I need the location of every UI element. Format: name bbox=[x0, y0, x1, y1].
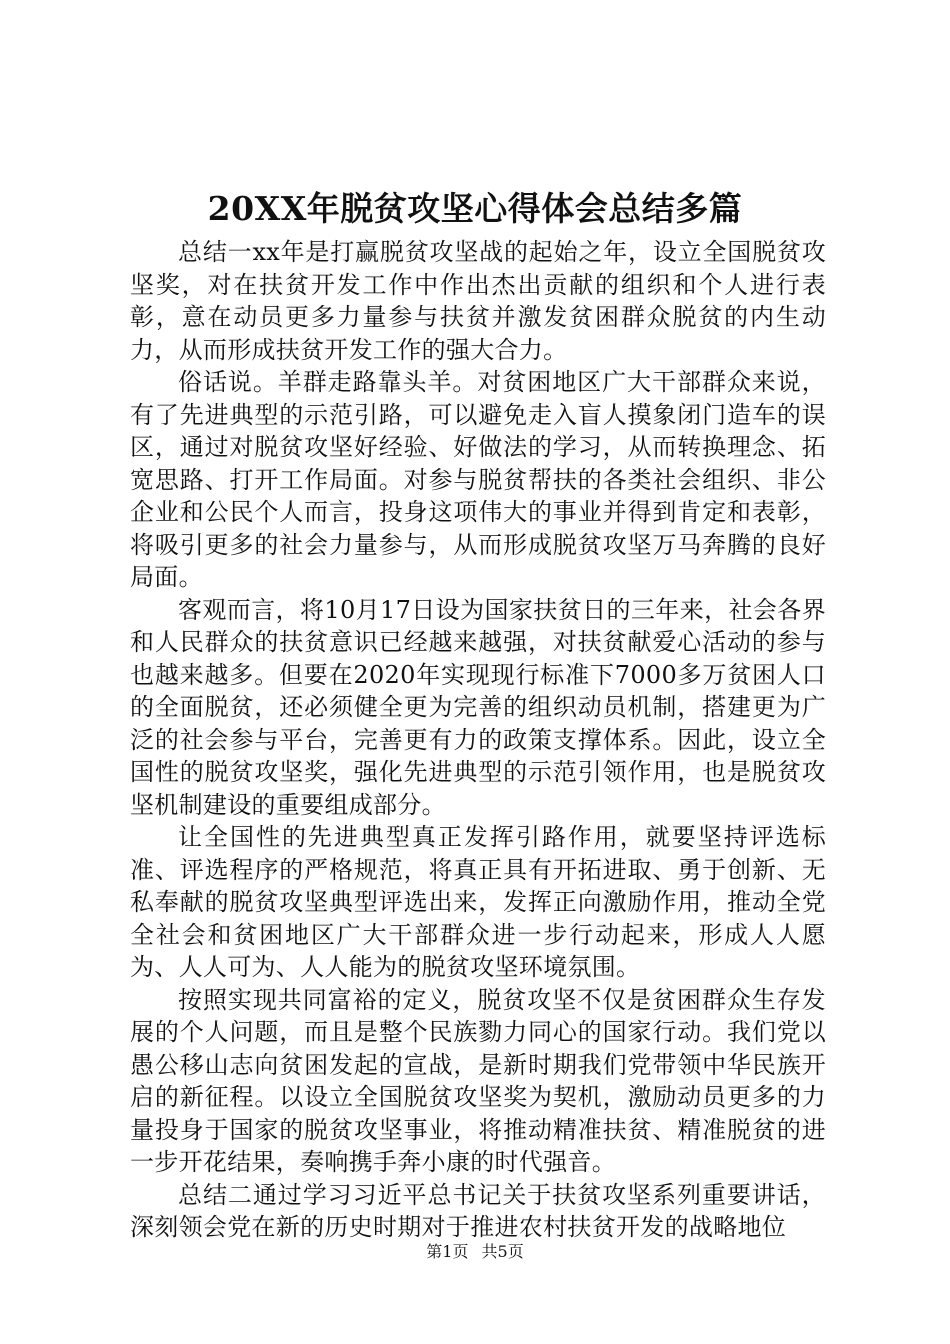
page-total: 共5页 bbox=[481, 1242, 524, 1261]
document-title: 20XX年脱贫攻坚心得体会总结多篇 bbox=[207, 189, 743, 228]
paragraph: 客观而言，将10月17日设为国家扶贫日的三年来，社会各界和人民群众的扶贫意识已经越来越强，对扶贫献爱心活动的参与也越来越多。但要在2020年实现现行标准下7000多万贫困人口的全面脱贫，还必须健全更为完善的组织动员机制，搭建更为广泛的社会参与平台，完善更有力的政策支撑体系。因此，设立全国性的脱贫攻坚奖，强化先进典型的示范引领作用，也是脱贫攻坚机制建设的重要组成部分。 bbox=[130, 595, 826, 819]
page-footer bbox=[0, 1240, 950, 1264]
paragraph: 让全国性的先进典型真正发挥引路作用，就要坚持评选标准、评选程序的严格规范，将真正具有开拓进取、勇于创新、无私奉献的脱贫攻坚典型评选出来，发挥正向激励作用，推动全党全社会和贫困地区广大干部群众进一步行动起来，形成人人愿为、人人可为、人人能为的脱贫攻坚环境氛围。 bbox=[130, 823, 826, 981]
document-body bbox=[130, 236, 826, 1244]
paragraph: 总结一xx年是打赢脱贫攻坚战的起始之年，设立全国脱贫攻坚奖，对在扶贫开发工作中作出杰出贡献的组织和个人进行表彰，意在动员更多力量参与扶贫并激发贫困群众脱贫的内生动力，从而形成扶贫开发工作的强大合力。 bbox=[130, 238, 826, 364]
page-number: 第1页 bbox=[426, 1242, 469, 1261]
paragraph: 总结二通过学习习近平总书记关于扶贫攻坚系列重要讲话，深刻领会党在新的历史时期对于推进农村扶贫开发的战略地位 bbox=[130, 1180, 826, 1241]
paragraph: 俗话说。羊群走路靠头羊。对贫困地区广大干部群众来说，有了先进典型的示范引路，可以避免走入盲人摸象闭门造车的误区，通过对脱贫攻坚好经验、好做法的学习，从而转换理念、拓宽思路、打开工作局面。对参与脱贫帮扶的各类社会组织、非公企业和公民个人而言，投身这项伟大的事业并得到肯定和表彰，将吸引更多的社会力量参与，从而形成脱贫攻坚万马奔腾的良好局面。 bbox=[130, 368, 826, 591]
paragraph: 按照实现共同富裕的定义，脱贫攻坚不仅是贫困群众生存发展的个人问题，而且是整个民族勠力同心的国家行动。我们党以愚公移山志向贫困发起的宣战，是新时期我们党带领中华民族开启的新征程。以设立全国脱贫攻坚奖为契机，激励动员更多的力量投身于国家的脱贫攻坚事业，将推动精准扶贫、精准脱贫的进一步开花结果，奏响携手奔小康的时代强音。 bbox=[130, 985, 826, 1176]
